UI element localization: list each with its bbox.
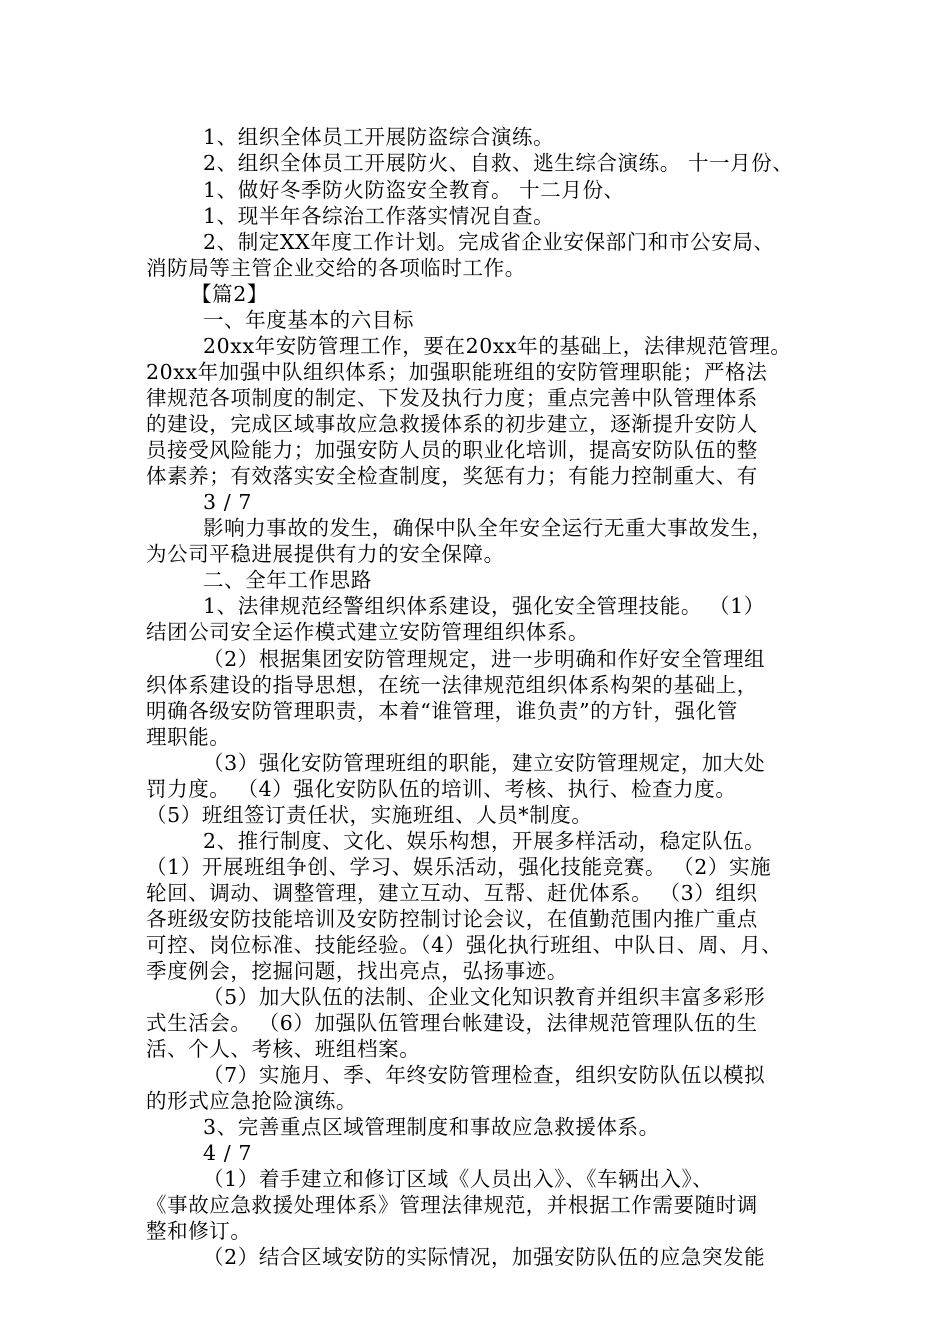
text-line: 2、组织全体员工开展防火、自救、逃生综合演练。 十一月份、 — [203, 151, 794, 175]
text-line: 2、推行制度、文化、娱乐构想，开展多样活动，稳定队伍。 — [203, 829, 766, 853]
text-line: 轮回、调动、调整管理，建立互动、互帮、赶优体系。 （3）组织 — [146, 881, 758, 905]
text-line: 活、个人、考核、班组档案。 — [146, 1037, 421, 1061]
text-line: 各班级安防技能培训及安防控制讨论会议，在值勤范围内推广重点 — [146, 907, 758, 931]
page-number: 4 / 7 — [203, 1141, 253, 1165]
text-line: （5）加大队伍的法制、企业文化知识教育并组织丰富多彩形 — [203, 985, 766, 1009]
text-line: 消防局等主管企业交给的各项临时工作。 — [146, 256, 526, 280]
text-line: 理职能。 — [146, 725, 231, 749]
text-line: 20xx年安防管理工作，要在20xx年的基础上，法律规范管理。 — [203, 334, 792, 358]
text-line: 20xx年加强中队组织体系；加强职能班组的安防管理职能；严格法 — [146, 360, 768, 384]
text-line: 的建设，完成区域事故应急救援体系的初步建立，逐渐提升安防人 — [146, 412, 758, 436]
text-line: 季度例会，挖掘问题，找出亮点，弘扬事迹。 — [146, 959, 568, 983]
text-line: （2）结合区域安防的实际情况，加强安防队伍的应急突发能 — [203, 1245, 766, 1269]
page-number: 3 / 7 — [203, 490, 253, 514]
subsection-heading: 一、年度基本的六目标 — [203, 308, 414, 332]
text-line: 2、制定XX年度工作计划。完成省企业安保部门和市公安局、 — [203, 230, 775, 254]
text-line: 结团公司安全运作模式建立安防管理组织体系。 — [146, 620, 590, 644]
text-line: 的形式应急抢险演练。 — [146, 1089, 357, 1113]
text-line: 律规范各项制度的制定、下发及执行力度；重点完善中队管理体系 — [146, 386, 758, 410]
text-line: 3、完善重点区域管理制度和事故应急救援体系。 — [203, 1115, 660, 1139]
text-line: 织体系建设的指导思想，在统一法律规范组织体系构架的基础上， — [146, 673, 758, 697]
text-line: （2）根据集团安防管理规定，进一步明确和作好安全管理组 — [203, 647, 766, 671]
text-line: 可控、岗位标准、技能经验。（4）强化执行班组、中队日、周、月、 — [146, 933, 783, 957]
text-line: （7）实施月、季、年终安防管理检查，组织安防队伍以模拟 — [203, 1063, 766, 1087]
text-line: 1、组织全体员工开展防盗综合演练。 — [203, 125, 555, 149]
text-line: 整和修订。 — [146, 1219, 252, 1243]
text-line: （5）班组签订责任状，实施班组、人员*制度。 — [146, 803, 593, 827]
text-line: 体素养；有效落实安全检查制度，奖惩有力；有能力控制重大、有 — [146, 464, 758, 488]
text-line: （1）着手建立和修订区域《人员出入》、《车辆出入》、 — [203, 1167, 714, 1191]
text-line: 为公司平稳进展提供有力的安全保障。 — [146, 542, 505, 566]
subsection-heading: 二、全年工作思路 — [203, 568, 372, 592]
text-line: （1）开展班组争创、学习、娱乐活动，强化技能竞赛。 （2）实施 — [146, 855, 772, 879]
text-line: 罚力度。 （4）强化安防队伍的培训、考核、执行、检查力度。 — [146, 777, 737, 801]
text-line: 1、法律规范经警组织体系建设，强化安全管理技能。 （1） — [203, 594, 765, 618]
text-line: 《事故应急救援处理体系》管理法律规范，并根据工作需要随时调 — [146, 1193, 758, 1217]
text-line: 员接受风险能力；加强安防人员的职业化培训，提高安防队伍的整 — [146, 438, 758, 462]
text-line: 明确各级安防管理职责，本着“谁管理，谁负责”的方针，强化管 — [146, 699, 738, 723]
section-heading: 【篇2】 — [191, 282, 268, 306]
text-line: 1、做好冬季防火防盗安全教育。 十二月份、 — [203, 178, 625, 202]
text-line: 影响力事故的发生，确保中队全年安全运行无重大事故发生， — [203, 516, 773, 540]
text-line: 1、现半年各综治工作落实情况自查。 — [203, 204, 555, 228]
text-line: （3）强化安防管理班组的职能，建立安防管理规定，加大处 — [203, 751, 766, 775]
text-line: 式生活会。 （6）加强队伍管理台帐建设，法律规范管理队伍的生 — [146, 1011, 758, 1035]
